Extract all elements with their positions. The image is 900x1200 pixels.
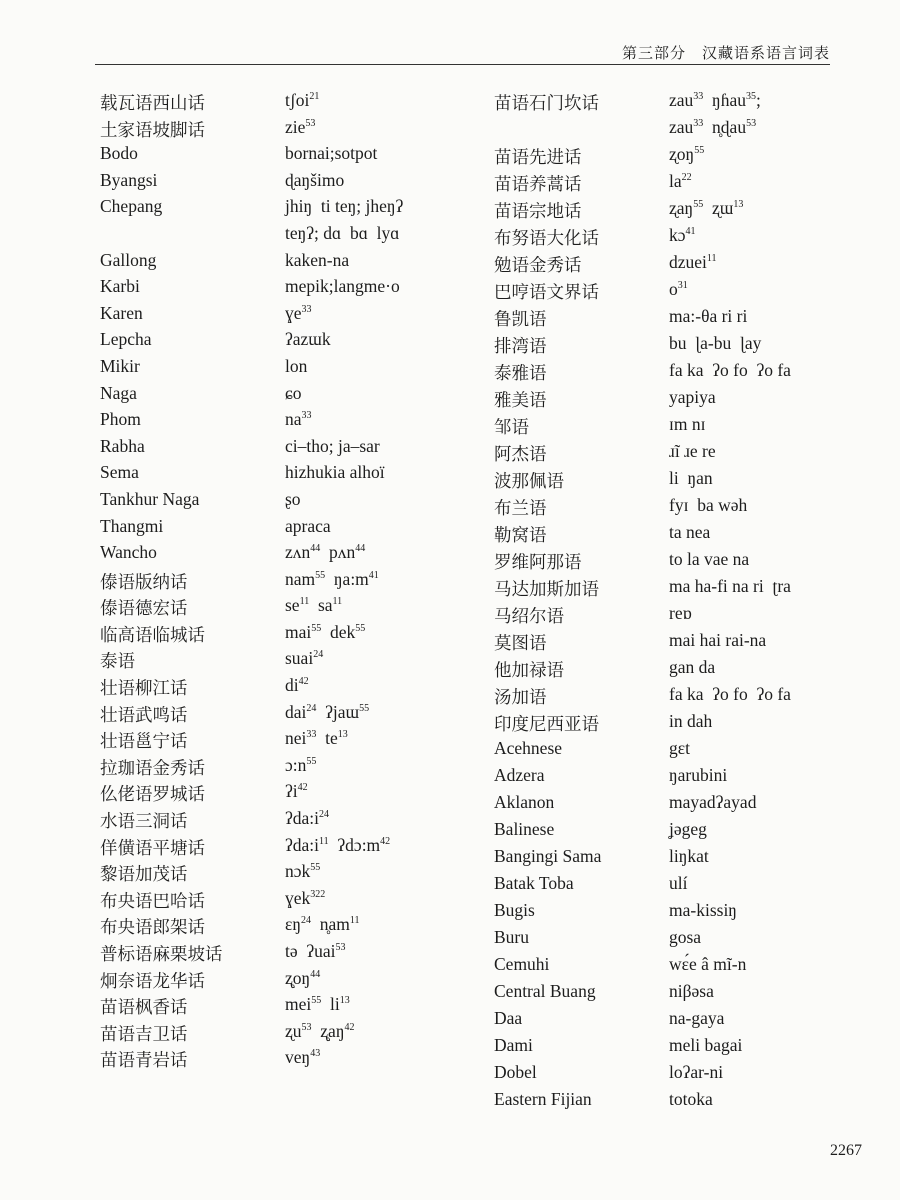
word-entry xyxy=(100,914,480,941)
word-form: jhiŋ ti teŋ; jheŋʔ xyxy=(285,196,404,217)
word-entry xyxy=(100,595,480,622)
language-name: Daa xyxy=(494,1008,523,1028)
language-name: Dobel xyxy=(494,1062,537,1082)
word-form: fa ka ʔo fo ʔo fa xyxy=(669,684,791,704)
left-word-list xyxy=(100,90,480,1074)
right-word-list xyxy=(494,90,834,1116)
language-name: 佯僙语平塘话 xyxy=(100,837,205,858)
word-entry xyxy=(494,360,834,387)
language-name: 他加禄语 xyxy=(494,660,564,680)
word-form: meli bagai xyxy=(669,1035,743,1055)
language-name: 布兰语 xyxy=(494,498,547,518)
word-form: suai$^{24}$ xyxy=(285,648,324,669)
word-entry xyxy=(100,808,480,835)
language-name: 普标语麻栗坡话 xyxy=(100,944,223,964)
word-form: loʔar-ni xyxy=(669,1062,724,1082)
word-form: zau$^{33}$ n̥ɖau$^{53}$ xyxy=(669,117,757,137)
word-form: fa ka ʔo fo ʔo fa xyxy=(669,360,791,380)
word-entry xyxy=(494,819,834,846)
word-entry xyxy=(494,900,834,927)
word-entry xyxy=(100,516,480,543)
language-name: Byangsi xyxy=(100,169,158,190)
language-name: 波那佩语 xyxy=(494,471,564,491)
word-form: nei$^{33}$ $te^{13}$ xyxy=(285,728,348,749)
word-entry xyxy=(100,755,480,782)
word-form: ta nea xyxy=(669,522,711,542)
word-form: tʃoi$^{21}$ xyxy=(285,90,320,110)
language-name: 雅美语 xyxy=(494,390,547,410)
word-entry xyxy=(494,603,834,630)
language-name: 载瓦语西山话 xyxy=(100,93,205,113)
word-form: to la vae na xyxy=(669,549,750,569)
word-form: zie$^{53}$ xyxy=(285,116,316,137)
language-name: Balinese xyxy=(494,819,555,839)
word-entry xyxy=(494,441,834,468)
language-name: Thangmi xyxy=(100,515,164,536)
word-entry xyxy=(494,387,834,414)
word-form: ma-kissiŋ xyxy=(669,900,737,920)
word-form: zau$^{33}$ ŋɦau$^{35}$; xyxy=(669,90,761,110)
language-name: Phom xyxy=(100,409,141,430)
word-entry xyxy=(494,1035,834,1062)
word-form: ɕo xyxy=(285,382,302,403)
language-name: 汤加语 xyxy=(494,687,547,707)
word-form: mei$^{55}$ $li^{13}$ xyxy=(285,994,350,1015)
word-entry xyxy=(100,329,480,356)
word-entry xyxy=(494,117,834,144)
word-form: ɹĩ ɹe re xyxy=(669,441,716,461)
language-name: 临高语临城话 xyxy=(100,624,205,645)
word-form: ʂo xyxy=(285,488,301,509)
word-form: fyɪ ba wəh xyxy=(669,495,748,515)
word-entry xyxy=(100,941,480,968)
word-form: ʔazɯk xyxy=(285,329,331,350)
word-entry xyxy=(494,522,834,549)
word-form: mayadʔayad xyxy=(669,792,757,812)
language-name: Bugis xyxy=(494,900,535,920)
language-name: 布努语大化话 xyxy=(494,228,599,248)
word-entry xyxy=(494,954,834,981)
word-form: veŋ$^{43}$ xyxy=(285,1047,321,1068)
word-form: mai hai rai-na xyxy=(669,630,767,650)
word-form: $la^{22}$ xyxy=(669,171,692,191)
word-entry xyxy=(100,303,480,330)
word-entry xyxy=(494,468,834,495)
language-name: Wancho xyxy=(100,542,157,563)
word-form: dzuei$^{11}$ xyxy=(669,252,717,272)
word-entry xyxy=(494,414,834,441)
language-name: Bangingi Sama xyxy=(494,846,602,866)
word-form: ɣek$^{322}$ xyxy=(285,887,326,908)
running-header xyxy=(95,40,830,66)
language-name: Central Buang xyxy=(494,981,596,1001)
word-form: ɪm nɪ xyxy=(669,414,706,434)
page-number: 2267 xyxy=(830,1142,862,1159)
word-form: lon xyxy=(285,355,308,376)
language-name: Rabha xyxy=(100,435,145,456)
word-entry xyxy=(100,356,480,383)
word-entry xyxy=(494,711,834,738)
word-form: $na^{33}$ xyxy=(285,409,312,430)
language-name: 黎语加茂话 xyxy=(100,864,188,885)
word-form: $se^{11}$ $sa^{11}$ xyxy=(285,595,343,616)
word-entry xyxy=(100,728,480,755)
language-name: 巴哼语文界话 xyxy=(494,282,599,302)
language-name: Bodo xyxy=(100,143,138,164)
word-form: li ŋan xyxy=(669,468,713,488)
word-entry xyxy=(494,90,834,117)
language-name: Gallong xyxy=(100,249,157,270)
language-name: 壮语武鸣话 xyxy=(100,704,188,725)
language-name: 鲁凯语 xyxy=(494,309,547,329)
word-entry xyxy=(100,648,480,675)
word-entry xyxy=(494,225,834,252)
language-name: 壮语柳江话 xyxy=(100,678,188,699)
word-form: zʌn$^{44}$ pʌn$^{44}$ xyxy=(285,542,366,563)
word-entry xyxy=(100,888,480,915)
word-form: ɖaŋšimo xyxy=(285,169,345,190)
word-entry xyxy=(494,279,834,306)
language-name: Mikir xyxy=(100,355,140,376)
word-entry xyxy=(494,495,834,522)
language-name: 排湾语 xyxy=(494,336,547,356)
word-form: in dah xyxy=(669,711,713,731)
language-name: 壮语邕宁话 xyxy=(100,731,188,752)
language-name: Chepang xyxy=(100,196,163,217)
word-entry xyxy=(100,170,480,197)
word-form: wɛ́e â mĩ-n xyxy=(669,954,747,974)
word-entry xyxy=(100,117,480,144)
language-name: 土家语坡脚话 xyxy=(100,119,205,140)
word-form: tə ʔuai$^{53}$ xyxy=(285,941,346,961)
language-name: 泰雅语 xyxy=(494,363,547,383)
word-form: $ʐ̥oŋ^{44}$ xyxy=(285,967,321,988)
word-entry xyxy=(494,144,834,171)
word-form: ci–tho; ja–sar xyxy=(285,435,380,456)
language-name: 傣语德宏话 xyxy=(100,598,188,619)
language-name: Sema xyxy=(100,462,139,483)
word-form: hizhukia alhoï xyxy=(285,462,385,483)
word-entry xyxy=(494,1089,834,1116)
word-entry xyxy=(494,333,834,360)
language-name: Acehnese xyxy=(494,738,563,758)
language-name: Batak Toba xyxy=(494,873,574,893)
language-name: 炯奈语龙华话 xyxy=(100,970,205,991)
word-form: totoka xyxy=(669,1089,713,1109)
word-entry xyxy=(100,622,480,649)
word-form: $di^{42}$ xyxy=(285,675,309,696)
language-name: 仫佬语罗城话 xyxy=(100,784,205,805)
language-name: 勒窝语 xyxy=(494,525,547,545)
word-entry xyxy=(100,276,480,303)
header-title: 第三部分 汉藏语系语言词表 xyxy=(621,46,830,62)
word-form: kɔ$^{41}$ xyxy=(669,225,696,245)
word-form: niβəsa xyxy=(669,981,714,1001)
language-name: 傣语版纳话 xyxy=(100,571,188,592)
word-entry xyxy=(100,90,480,117)
language-name: Buru xyxy=(494,927,529,947)
word-form: ulí xyxy=(669,873,688,893)
word-entry xyxy=(494,927,834,954)
word-entry xyxy=(100,409,480,436)
word-form: gɛt xyxy=(669,738,690,758)
word-entry xyxy=(494,171,834,198)
word-entry xyxy=(494,684,834,711)
word-entry xyxy=(494,657,834,684)
word-form: bornai;sotpot xyxy=(285,143,378,164)
word-form: ʐoŋ$^{55}$ xyxy=(669,144,705,164)
language-name: 苗语先进话 xyxy=(494,147,582,167)
word-form: $ʔda:i^{11}$ $ʔdɔ:m^{42}$ xyxy=(285,834,391,855)
word-entry xyxy=(494,846,834,873)
language-name: Lepcha xyxy=(100,329,152,350)
word-form: yapiya xyxy=(669,387,716,407)
language-name: Naga xyxy=(100,382,137,403)
language-name: 水语三洞话 xyxy=(100,811,188,832)
word-entry xyxy=(100,968,480,995)
word-entry xyxy=(100,781,480,808)
word-form: $ɔ:n^{55}$ xyxy=(285,754,317,775)
word-entry xyxy=(494,576,834,603)
language-name: Eastern Fijian xyxy=(494,1089,592,1109)
word-form: teŋʔ; dɑ bɑ lyɑ xyxy=(285,222,400,243)
word-entry xyxy=(494,252,834,279)
word-form: $o^{31}$ xyxy=(669,279,688,299)
language-name: 苗语石门坎话 xyxy=(494,93,599,113)
word-entry xyxy=(494,981,834,1008)
word-entry xyxy=(100,1047,480,1074)
language-name: 苗语吉卫话 xyxy=(100,1023,188,1044)
word-form: ŋarubini xyxy=(669,765,728,785)
language-name: 马达加斯加语 xyxy=(494,579,599,599)
word-entry xyxy=(100,994,480,1021)
language-name: 罗维阿那语 xyxy=(494,552,582,572)
word-entry xyxy=(100,861,480,888)
word-entry xyxy=(494,198,834,225)
language-name: 莫图语 xyxy=(494,633,547,653)
word-form: $ʔda:i^{24}$ xyxy=(285,808,330,829)
word-entry xyxy=(494,765,834,792)
language-name: Karbi xyxy=(100,276,140,297)
language-name: 苗语青岩话 xyxy=(100,1050,188,1071)
word-entry xyxy=(494,1008,834,1035)
word-entry xyxy=(100,542,480,569)
word-form: ma ha-fi na ri ʈra xyxy=(669,576,791,596)
word-entry xyxy=(100,835,480,862)
word-entry xyxy=(100,436,480,463)
language-name: Adzera xyxy=(494,765,545,785)
word-entry xyxy=(100,223,480,250)
word-entry xyxy=(100,1021,480,1048)
word-form: ʐu$^{53}$ $ʐ̥aŋ^{42}$ xyxy=(285,1020,355,1041)
language-name: Dami xyxy=(494,1035,533,1055)
language-name: 阿杰语 xyxy=(494,444,547,464)
word-form: liŋkat xyxy=(669,846,709,866)
word-entry xyxy=(494,738,834,765)
word-form: ɣe$^{33}$ xyxy=(285,302,312,323)
language-name: 印度尼西亚语 xyxy=(494,714,599,734)
language-name: 邹语 xyxy=(494,417,529,437)
language-name: Aklanon xyxy=(494,792,555,812)
word-form: kaken-na xyxy=(285,249,350,270)
language-name: 苗语养蒿话 xyxy=(494,174,582,194)
word-entry xyxy=(494,549,834,576)
language-name: 泰语 xyxy=(100,651,135,672)
word-entry xyxy=(100,383,480,410)
word-form: ma:-θa ri ri xyxy=(669,306,748,326)
language-name: Tankhur Naga xyxy=(100,488,200,509)
language-name: 苗语宗地话 xyxy=(494,201,582,221)
word-entry xyxy=(494,1062,834,1089)
word-entry xyxy=(100,569,480,596)
header-rule xyxy=(95,64,830,65)
word-entry xyxy=(100,462,480,489)
word-entry xyxy=(100,702,480,729)
word-form: nam$^{55}$ $ŋa:m^{41}$ xyxy=(285,568,379,589)
word-form: na-gaya xyxy=(669,1008,725,1028)
word-form: ʝəgeg xyxy=(669,819,707,839)
language-name: Cemuhi xyxy=(494,954,550,974)
word-entry xyxy=(494,873,834,900)
language-name: 拉珈语金秀话 xyxy=(100,757,205,778)
word-form: reɒ xyxy=(669,603,692,623)
word-form: gosa xyxy=(669,927,702,947)
word-entry xyxy=(100,143,480,170)
language-name: 布央语巴哈话 xyxy=(100,890,205,911)
language-name: 布央语郎架话 xyxy=(100,917,205,938)
word-form: gan da xyxy=(669,657,716,677)
word-entry xyxy=(100,489,480,516)
word-form: ɛŋ$^{24}$ $n̥am^{11}$ xyxy=(285,914,360,935)
language-name: 勉语金秀话 xyxy=(494,255,582,275)
word-form: bu ɭa-bu ɭay xyxy=(669,333,762,353)
language-name: 苗语枫香话 xyxy=(100,997,188,1018)
word-entry xyxy=(100,250,480,277)
word-entry xyxy=(100,675,480,702)
language-name: Karen xyxy=(100,302,143,323)
word-entry xyxy=(494,792,834,819)
language-name: 马绍尔语 xyxy=(494,606,564,626)
word-form: mepik;langme·o xyxy=(285,276,400,297)
word-form: ʔi$^{42}$ xyxy=(285,781,308,802)
word-entry xyxy=(494,630,834,657)
word-form: mai$^{55}$ dek$^{55}$ xyxy=(285,621,366,642)
word-form: ʐaŋ$^{55}$ ʐɯ$^{13}$ xyxy=(669,198,744,218)
word-form: dai$^{24}$ ʔjaɯ$^{55}$ xyxy=(285,701,370,722)
word-form: nɔk$^{55}$ xyxy=(285,861,321,882)
word-entry xyxy=(494,306,834,333)
word-form: apraca xyxy=(285,515,331,536)
word-entry xyxy=(100,196,480,223)
